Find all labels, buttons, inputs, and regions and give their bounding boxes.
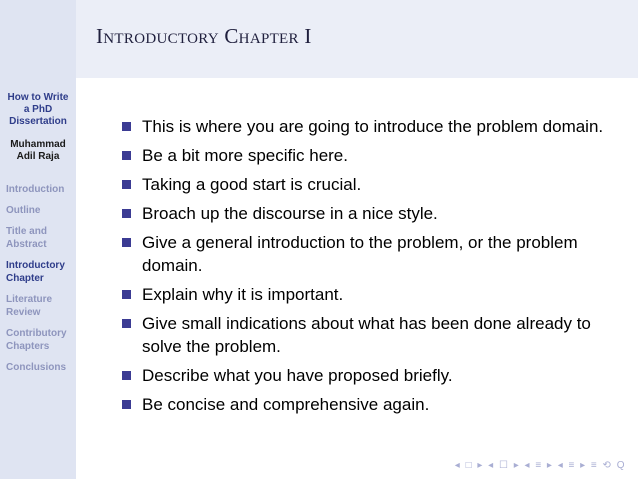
bullet-item [120,231,625,277]
nav-item-label: Chapters [6,341,50,352]
bullet-text: Taking a good start is crucial. [142,175,362,194]
nav-item-contributory-chapters[interactable] [6,327,74,353]
nav-item-label: Review [6,307,41,318]
author-line-2: Adil Raja [16,151,60,162]
navigation-symbols-icon[interactable]: ◂ □ ▸ ◂ ☐ ▸ ◂ ≡ ▸ ◂ ≡ ▸ ≡ ⟲ Q [454,460,626,471]
presentation-title-line-1[interactable]: How to Write [7,92,69,103]
nav-item-label: Introductory [6,260,65,271]
square-bullet-icon [122,371,131,380]
bullet-text: Describe what you have proposed briefly. [142,366,453,385]
square-bullet-icon [122,290,131,299]
nav-item-conclusions[interactable] [6,361,74,374]
square-bullet-icon [122,180,131,189]
author-line-1: Muhammad [10,139,66,150]
beamer-navigation-symbols[interactable] [455,460,626,471]
bullet-text: Explain why it is important. [142,285,344,304]
presentation-title-line-2[interactable]: a PhD [23,104,53,115]
square-bullet-icon [122,151,131,160]
nav-item-outline[interactable] [6,204,74,217]
bullet-text: Broach up the discourse in a nice style. [142,204,438,223]
frame-title: Introductory Chapter I [96,24,312,48]
bullet-text: Give a general introduction to the problem, or the problem domain. [142,233,578,275]
nav-item-literature-review[interactable] [6,293,74,319]
nav-item-label: Contributory [6,328,67,339]
bullet-item [120,393,625,416]
bullet-text: Give small indications about what has been done already to solve the problem. [142,314,591,356]
bullet-item [120,364,625,387]
nav-item-label: Literature [6,294,53,305]
bullet-item [120,312,625,358]
bullet-item [120,283,625,306]
section-navigation [6,183,74,382]
bullet-item [120,202,625,225]
nav-item-title-and-abstract[interactable] [6,225,74,251]
bullet-list [120,115,625,422]
square-bullet-icon [122,122,131,131]
square-bullet-icon [122,209,131,218]
nav-item-label: Chapter [6,273,44,284]
bullet-text: Be concise and comprehensive again. [142,395,430,414]
nav-item-label: Outline [6,205,41,216]
nav-item-introductory-chapter[interactable] [6,259,74,285]
bullet-item [120,144,625,167]
nav-item-label: Introduction [6,184,65,195]
square-bullet-icon [122,319,131,328]
nav-item-introduction[interactable] [6,183,74,196]
nav-item-label: Abstract [6,239,47,250]
square-bullet-icon [122,238,131,247]
bullet-text: Be a bit more specific here. [142,146,348,165]
nav-item-label: Title and [6,226,47,237]
bullet-item [120,173,625,196]
bullet-item [120,115,625,138]
nav-item-label: Conclusions [6,362,67,373]
sidebar [0,0,76,479]
square-bullet-icon [122,400,131,409]
presentation-title-line-3[interactable]: Dissertation [9,116,67,127]
bullet-text: This is where you are going to introduce the problem domain. [142,117,604,136]
